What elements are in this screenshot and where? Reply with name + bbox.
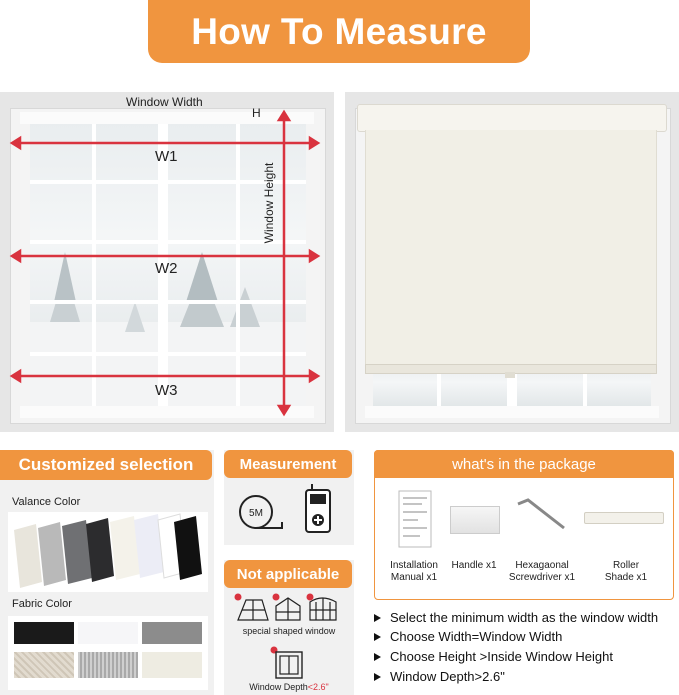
roller-shade-image — [584, 512, 664, 524]
fabric-swatch-white — [78, 622, 138, 644]
bullet-item: Choose Height >Inside Window Height — [374, 649, 613, 664]
fabric-swatch-black — [14, 622, 74, 644]
shaped-window-label: special shaped window — [242, 626, 336, 636]
valance-color-swatches — [8, 512, 208, 592]
fabric-color-label: Fabric Color — [12, 598, 72, 610]
customized-selection-header: Customized selection — [0, 450, 212, 480]
laser-meter-icon — [304, 482, 332, 532]
screwdriver-image — [514, 498, 568, 534]
valance-color-label: Valance Color — [12, 496, 81, 508]
fabric-swatch-gray — [142, 622, 202, 644]
fabric-color-swatches — [8, 616, 208, 690]
package-item-label: Installation Manual x1 — [390, 560, 438, 583]
bullet-item: Window Depth>2.6" — [374, 669, 505, 684]
shaped-window-icons — [232, 592, 348, 622]
package-header: what's in the package — [374, 450, 674, 478]
not-applicable-header: Not applicable — [224, 560, 352, 588]
window-height-label: Window Height — [262, 162, 276, 244]
valance — [357, 104, 667, 132]
tape-measure-icon — [238, 492, 282, 528]
package-item-label: Handle x1 — [451, 560, 497, 571]
shade-fabric — [365, 130, 657, 366]
window-sill — [365, 406, 659, 418]
fabric-swatch-tweed — [78, 652, 138, 678]
manual-image — [398, 490, 432, 548]
window-depth-prefix: Window Depth — [249, 682, 308, 692]
w2-label: W2 — [155, 260, 178, 277]
w3-label: W3 — [155, 382, 178, 399]
package-item-label: Roller Shade x1 — [604, 560, 648, 583]
page-title: How To Measure — [148, 0, 530, 63]
window-depth-icon — [270, 644, 306, 680]
window-depth-label — [226, 682, 352, 692]
handle-image — [450, 506, 500, 534]
bullet-item: Choose Width=Window Width — [374, 629, 562, 644]
h-label: H — [252, 106, 261, 120]
window-diagram-panel — [0, 92, 334, 432]
window-depth-value: <2.6" — [307, 682, 329, 692]
bullet-item: Select the minimum width as the window width — [374, 610, 658, 625]
shade-handle — [505, 372, 515, 378]
shade-diagram-panel — [345, 92, 679, 432]
measurement-header: Measurement — [224, 450, 352, 478]
window-width-label: Window Width — [126, 95, 203, 109]
package-item-label: Hexagaonal Screwdriver x1 — [508, 560, 576, 583]
tape-measure-text: 5M — [249, 508, 263, 519]
fabric-swatch-linen — [14, 652, 74, 678]
w1-label: W1 — [155, 148, 178, 165]
fabric-swatch-cream — [142, 652, 202, 678]
